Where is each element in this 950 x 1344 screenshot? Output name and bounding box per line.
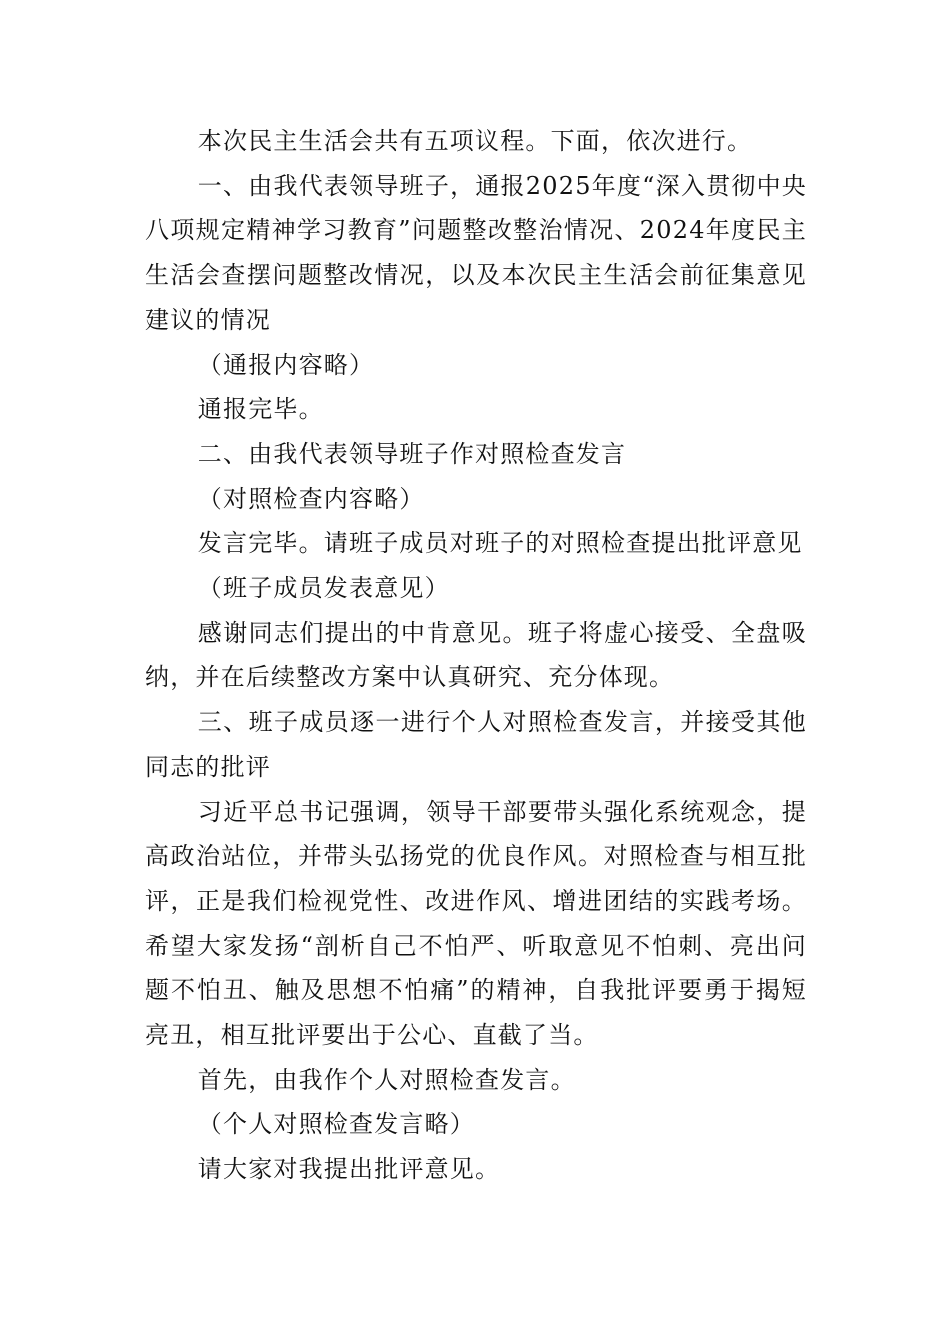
paragraph-item-three: 三、班子成员逐一进行个人对照检查发言，并接受其他同志的批评 <box>145 708 807 781</box>
paragraph-instruction: 习近平总书记强调，领导干部要带头强化系统观念，提高政治站位，并带头弘扬党的优良作风。对照检查与相互批评，正是我们检视党性、改进作风、增进团结的实践考场。希望大家发扬“剖析自己不怕严、听取意见不怕刺、亮出问题不怕丑、触及思想不怕痛”的精神，自我批评要勇于揭短亮丑，相互批评要出于公心、直截了当。 <box>145 797 807 1050</box>
paragraph-agenda-intro: 本次民主生活会共有五项议程。下面，依次进行。 <box>197 127 753 155</box>
paragraph-first-speech: 首先，由我作个人对照检查发言。 <box>197 1065 576 1094</box>
paragraph-item-one: 一、由我代表领导班子，通报2025年度“深入贯彻中央八项规定精神学习教育”问题整改整治情况、2024年度民主生活会查摆问题整改情况，以及本次民主生活会前征集意见建议的情况 <box>145 171 807 334</box>
paragraph-request-criticism: 请大家对我提出批评意见。 <box>197 1155 501 1184</box>
paragraph-check-omitted: （对照检查内容略） <box>197 484 425 513</box>
paragraph-speech-done: 发言完毕。请班子成员对班子的对照检查提出批评意见 <box>197 529 803 558</box>
document-body <box>145 119 807 1192</box>
paragraph-item-two: 二、由我代表领导班子作对照检查发言 <box>197 439 627 468</box>
paragraph-members-opinion: （班子成员发表意见） <box>197 574 450 603</box>
paragraph-personal-omitted: （个人对照检查发言略） <box>197 1110 475 1139</box>
paragraph-report-omitted: （通报内容略） <box>197 350 375 379</box>
paragraph-report-done: 通报完毕。 <box>197 395 324 424</box>
paragraph-thanks: 感谢同志们提出的中肯意见。班子将虚心接受、全盘吸纳，并在后续整改方案中认真研究、充分体现。 <box>145 618 807 692</box>
